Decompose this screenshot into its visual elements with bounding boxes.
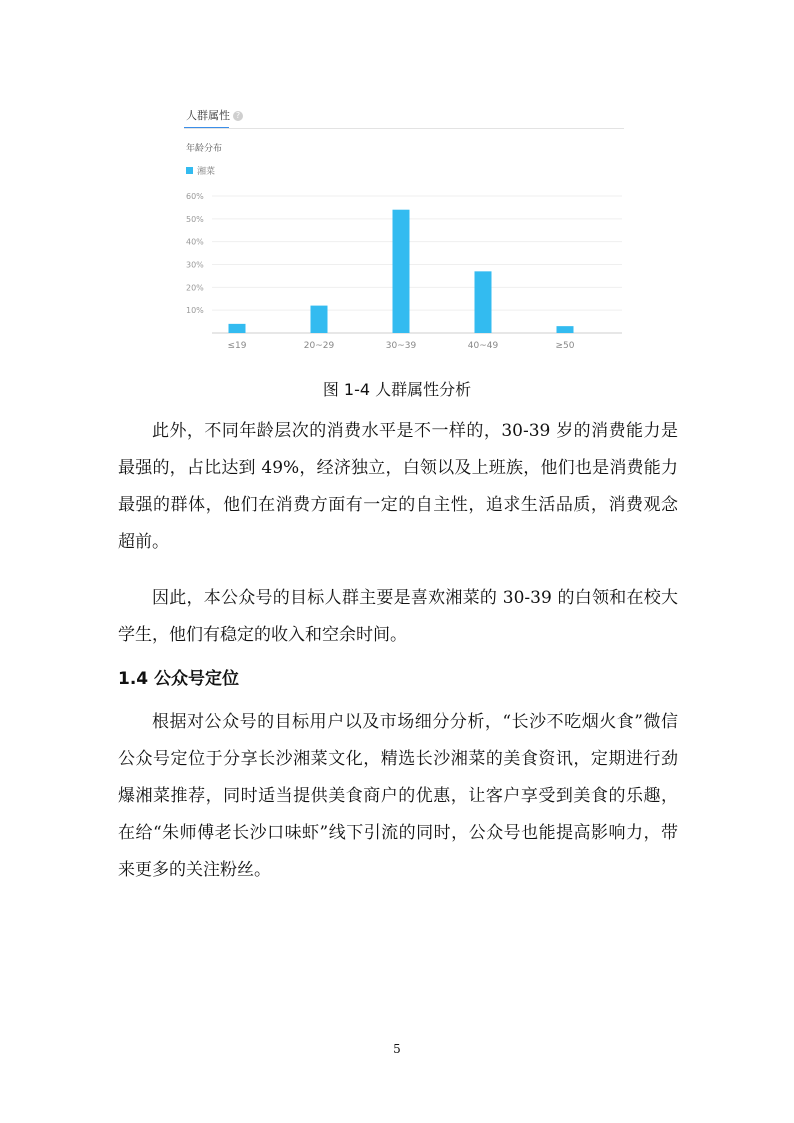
bar	[557, 326, 574, 333]
bar-chart	[172, 96, 627, 358]
paragraph-consumption: 此外，不同年龄层次的消费水平是不一样的，30-39 岁的消费能力是最强的，占比达到 49%，经济独立，白领以及上班族，他们也是消费能力最强的群体，他们在消费方面有一定的自主性，追求生活品质，消费观念超前。	[118, 421, 678, 552]
bar	[393, 210, 410, 333]
legend-label: 湘菜	[197, 167, 216, 177]
y-tick-label: 60%	[186, 192, 204, 201]
x-tick-label: 20~29	[303, 341, 335, 351]
paragraph-positioning: 根据对公众号的目标用户以及市场细分分析，“长沙不吃烟火食”微信公众号定位于分享长沙湘菜文化，精选长沙湘菜的美食资讯，定期进行劲爆湘菜推荐，同时适当提供美食商户的优惠，让客户享受到美食的乐趣，在给“朱师傅老长沙口味虾”线下引流的同时，公众号也能提高影响力，带来更多的关注粉丝。	[118, 712, 678, 880]
y-tick-label: 40%	[186, 237, 204, 247]
section-heading: 1.4 公众号定位	[118, 669, 240, 689]
tab-title-label: 人群属性	[186, 109, 230, 122]
y-tick-label: 10%	[186, 306, 204, 316]
age-distribution-chart-panel	[172, 96, 627, 358]
page-number: 5	[393, 1042, 401, 1056]
y-tick-label: 30%	[186, 260, 204, 270]
x-tick-label: 40~49	[467, 341, 499, 351]
help-icon[interactable]: ?	[233, 111, 243, 121]
chart-subtitle: 年龄分布	[186, 144, 223, 154]
x-tick-label: 30~39	[385, 341, 417, 351]
bar	[311, 306, 328, 333]
x-tick-label: ≤19	[227, 341, 247, 351]
bar	[229, 324, 246, 333]
y-tick-label: 50%	[186, 214, 204, 224]
figure-caption: 图 1-4 人群属性分析	[322, 380, 472, 399]
paragraph-target-audience: 因此，本公众号的目标人群主要是喜欢湘菜的 30-39 的白领和在校大学生，他们有稳定的收入和空余时间。	[118, 588, 678, 645]
x-tick-label: ≥50	[555, 341, 575, 351]
y-tick-label: 20%	[186, 283, 204, 293]
bar	[475, 271, 492, 333]
